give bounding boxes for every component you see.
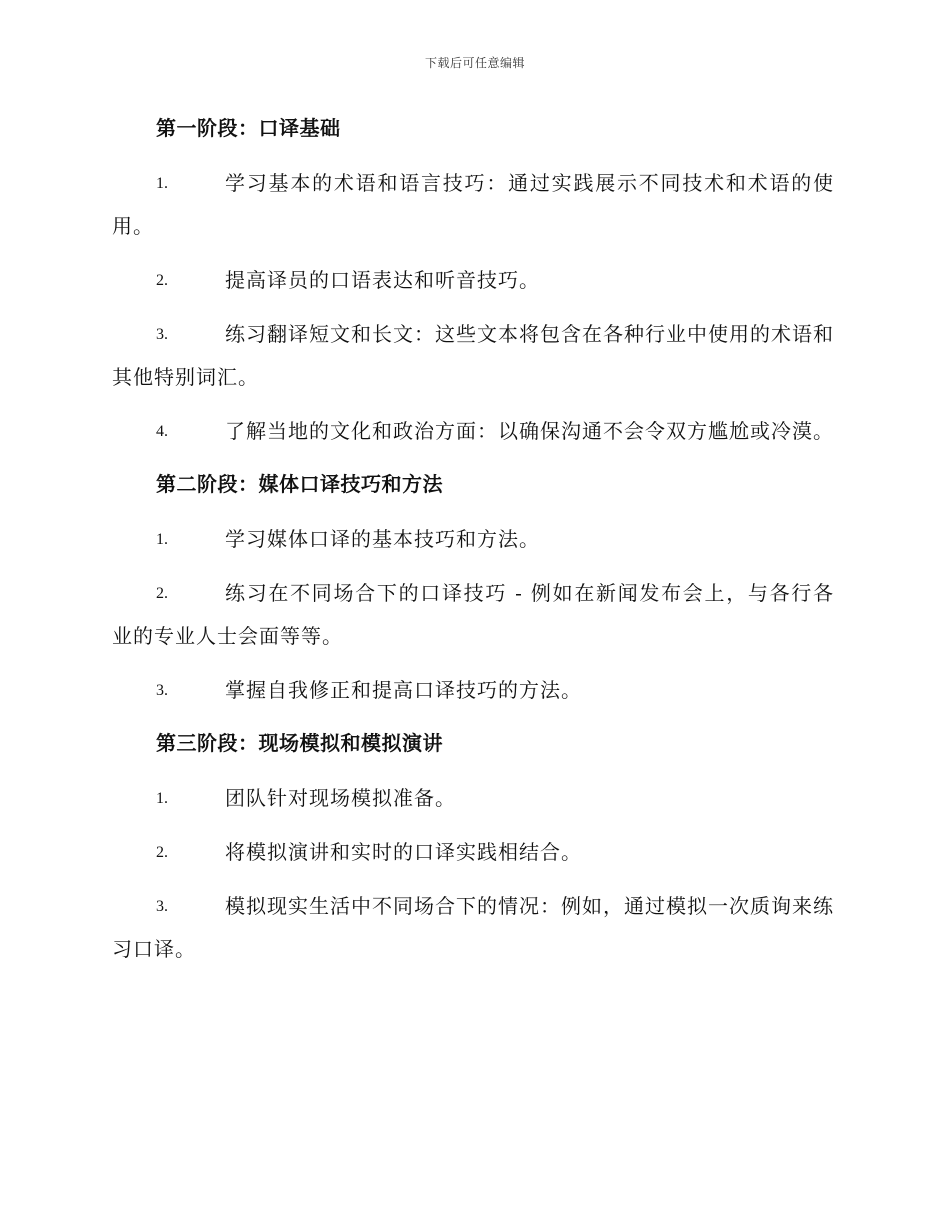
item-text: 将模拟演讲和实时的口译实践相结合。 [225,840,582,864]
list-item [112,777,834,820]
item-text: 了解当地的文化和政治方面：以确保沟通不会令双方尴尬或冷漠。 [225,419,834,443]
list-item [112,259,834,302]
list-item [112,831,834,874]
item-number: 3. [156,682,168,699]
list-item [112,162,834,248]
document-body [112,108,834,982]
item-number: 4. [156,423,168,440]
list-item [112,572,834,658]
item-number: 1. [156,790,168,807]
item-text: 提高译员的口语表达和听音技巧。 [225,268,540,292]
section-title: 第二阶段：媒体口译技巧和方法 [156,472,443,496]
item-number: 2. [156,585,168,602]
item-text: 学习基本的术语和语言技巧：通过实践展示不同技术和术语的使用。 [112,171,834,238]
page-header: 下载后可任意编辑 [424,56,525,70]
item-number: 2. [156,844,168,861]
item-number: 3. [156,326,168,343]
item-text: 团队针对现场模拟准备。 [225,786,456,810]
item-number: 2. [156,272,168,289]
section-title: 第一阶段：口译基础 [156,116,341,140]
list-item [112,518,834,561]
item-text: 练习在不同场合下的口译技巧 - 例如在新闻发布会上，与各行各业的专业人士会面等等。 [112,581,834,648]
list-item [112,669,834,712]
item-text: 学习媒体口译的基本技巧和方法。 [225,527,540,551]
list-item [112,313,834,399]
item-number: 1. [156,531,168,548]
item-text: 掌握自我修正和提高口译技巧的方法。 [225,678,582,702]
item-number: 3. [156,898,168,915]
item-text: 练习翻译短文和长文：这些文本将包含在各种行业中使用的术语和其他特别词汇。 [112,322,834,389]
list-item [112,885,834,971]
item-text: 模拟现实生活中不同场合下的情况：例如，通过模拟一次质询来练习口译。 [112,894,834,961]
list-item [112,410,834,453]
section-title: 第三阶段：现场模拟和模拟演讲 [156,731,443,755]
item-number: 1. [156,175,168,192]
